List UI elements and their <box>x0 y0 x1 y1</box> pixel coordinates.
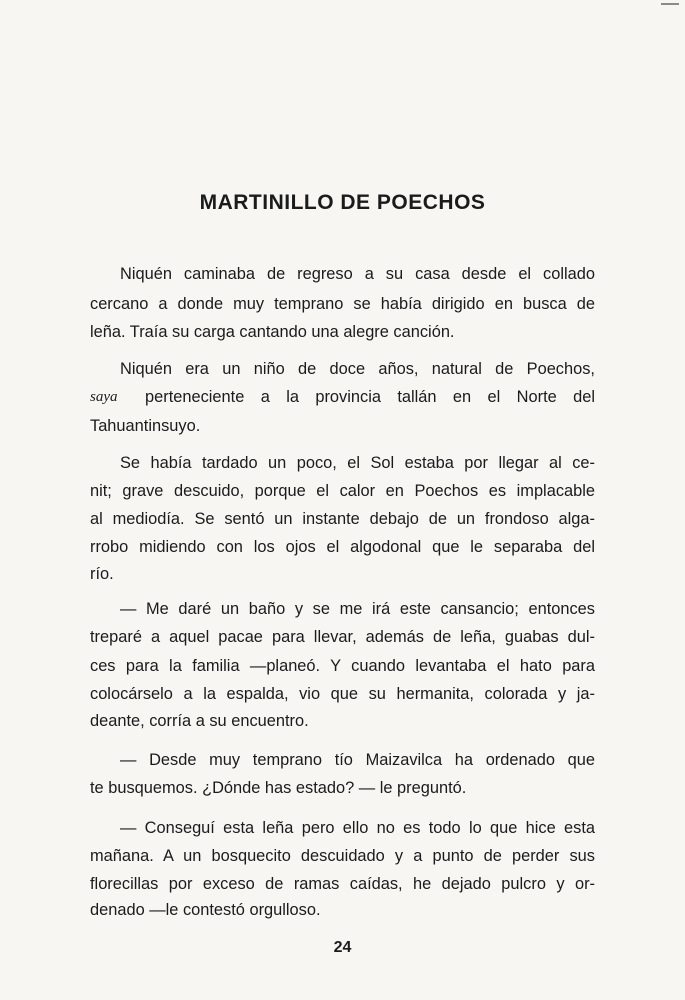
text-line: Niquén era un niño de doce años, natural de Poechos, <box>120 360 595 378</box>
text-line: florecillas por exceso de ramas caídas, he dejado pulcro y or- <box>90 875 595 893</box>
text-line: al mediodía. Se sentó un instante debajo de un frondoso alga- <box>90 510 595 528</box>
text-line: — Conseguí esta leña pero ello no es todo lo que hice esta <box>120 819 595 837</box>
scan-corner-mark <box>661 3 679 5</box>
text-line: río. <box>90 565 114 583</box>
text-line: mañana. A un bosquecito descuidado y a punto de perder sus <box>90 847 595 865</box>
text-line: ces para la familia —planeó. Y cuando levantaba el hato para <box>90 657 595 675</box>
text-line: rrobo midiendo con los ojos el algodonal que le separaba del <box>90 538 595 556</box>
text-line: nit; grave descuido, porque el calor en Poechos es implacable <box>90 482 595 500</box>
text-line: — Desde muy temprano tío Maizavilca ha ordenado que <box>120 751 595 769</box>
page-number: 24 <box>333 939 352 956</box>
text-line: Niquén caminaba de regreso a su casa desde el collado <box>120 265 595 283</box>
chapter-title: MARTINILLO DE POECHOS <box>199 191 486 214</box>
text-line: perteneciente a la provincia tallán en el Norte del <box>145 388 595 406</box>
text-line: Se había tardado un poco, el Sol estaba por llegar al ce- <box>120 454 595 472</box>
text-line: — Me daré un baño y se me irá este cansancio; entonces <box>120 600 595 618</box>
text-line: treparé a aquel pacae para llevar, además de leña, guabas dul- <box>90 628 595 646</box>
text-line: denado —le contestó orgulloso. <box>90 901 321 919</box>
text-line: Tahuantinsuyo. <box>90 417 201 435</box>
text-line-with-gloss <box>90 385 595 409</box>
text-line: deante, corría a su encuentro. <box>90 712 309 730</box>
text-line: leña. Traía su carga cantando una alegre canción. <box>90 323 455 341</box>
italic-word: saya <box>90 389 118 405</box>
text-line: colocárselo a la espalda, vio que su hermanita, colorada y ja- <box>90 685 595 703</box>
text-line: cercano a donde muy temprano se había dirigido en busca de <box>90 295 595 313</box>
text-line: te busquemos. ¿Dónde has estado? — le preguntó. <box>90 779 467 797</box>
